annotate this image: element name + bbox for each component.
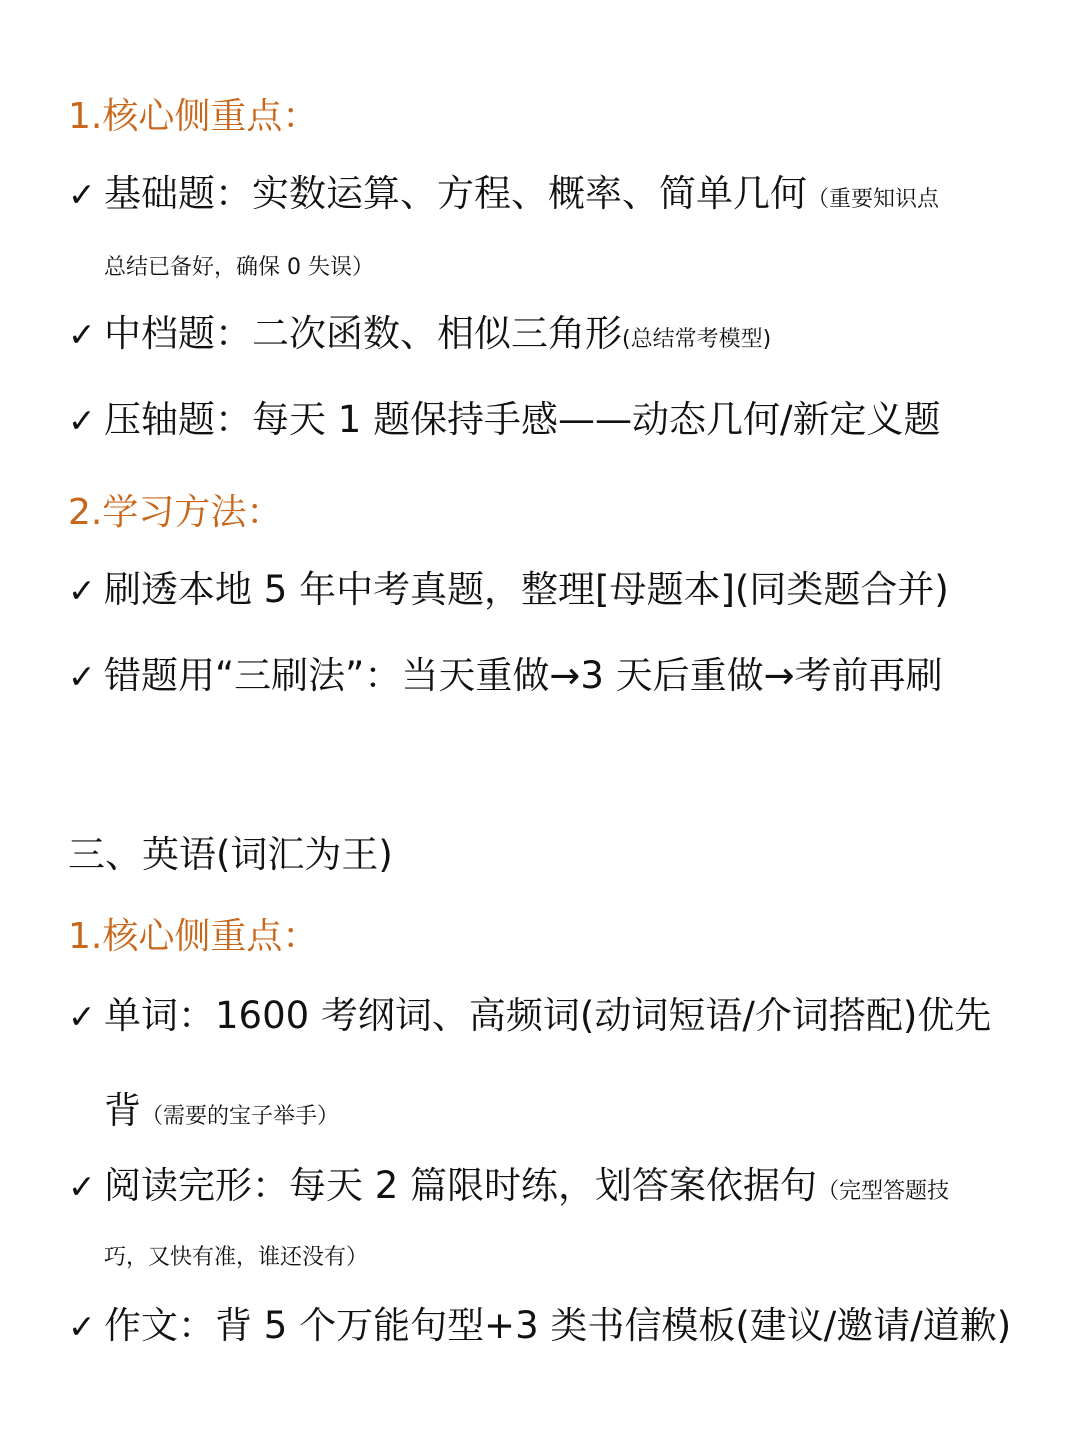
check-icon: ✓ <box>68 1307 96 1346</box>
check-icon: ✓ <box>68 997 96 1036</box>
check-icon: ✓ <box>68 315 96 354</box>
check-icon: ✓ <box>68 571 96 610</box>
list-item <box>68 1164 949 1214</box>
item-text: 中档题：二次函数、相似三角形 <box>104 312 622 355</box>
item-note: （完型答题技 <box>817 1179 950 1204</box>
item-text: 基础题：实数运算、方程、概率、简单几何 <box>104 172 807 215</box>
list-item <box>68 654 943 699</box>
method-heading: 2.学习方法： <box>68 492 283 533</box>
check-icon: ✓ <box>68 657 96 696</box>
item-note: (总结常考模型) <box>622 327 772 352</box>
list-item <box>68 1304 1011 1349</box>
check-icon: ✓ <box>68 1167 96 1206</box>
list-item <box>68 312 771 362</box>
list-item <box>68 172 939 222</box>
item-note-continuation: 巧，又快有准，谁还没有） <box>104 1245 369 1270</box>
list-item <box>68 568 949 613</box>
item-note: （需要的宝子举手） <box>141 1104 340 1129</box>
item-text: 刷透本地 5 年中考真题，整理[母题本](同类题合并) <box>104 568 949 611</box>
check-icon: ✓ <box>68 175 96 214</box>
item-note: （重要知识点 <box>807 187 940 212</box>
item-text: 错题用“三刷法”：当天重做→3 天后重做→考前再刷 <box>104 654 943 697</box>
check-icon: ✓ <box>68 401 96 440</box>
item-continuation <box>104 1080 339 1134</box>
item-text: 阅读完形：每天 2 篇限时练，划答案依据句 <box>104 1164 818 1207</box>
item-text-continuation: 背 <box>104 1089 141 1132</box>
item-text: 作文：背 5 个万能句型+3 类书信模板(建议/邀请/道歉) <box>104 1304 1012 1347</box>
item-text: 单词：1600 考纲词、高频词(动词短语/介词搭配)优先 <box>104 994 992 1037</box>
english-section-title: 三、英语(词汇为王) <box>68 833 393 876</box>
list-item <box>68 994 991 1039</box>
math-focus-heading: 1.核心侧重点： <box>68 96 319 137</box>
english-focus-heading: 1.核心侧重点： <box>68 916 319 957</box>
list-item <box>68 398 941 443</box>
item-text: 压轴题：每天 1 题保持手感——动态几何/新定义题 <box>104 398 941 441</box>
item-note-continuation: 总结已备好，确保 0 失误） <box>104 255 374 280</box>
